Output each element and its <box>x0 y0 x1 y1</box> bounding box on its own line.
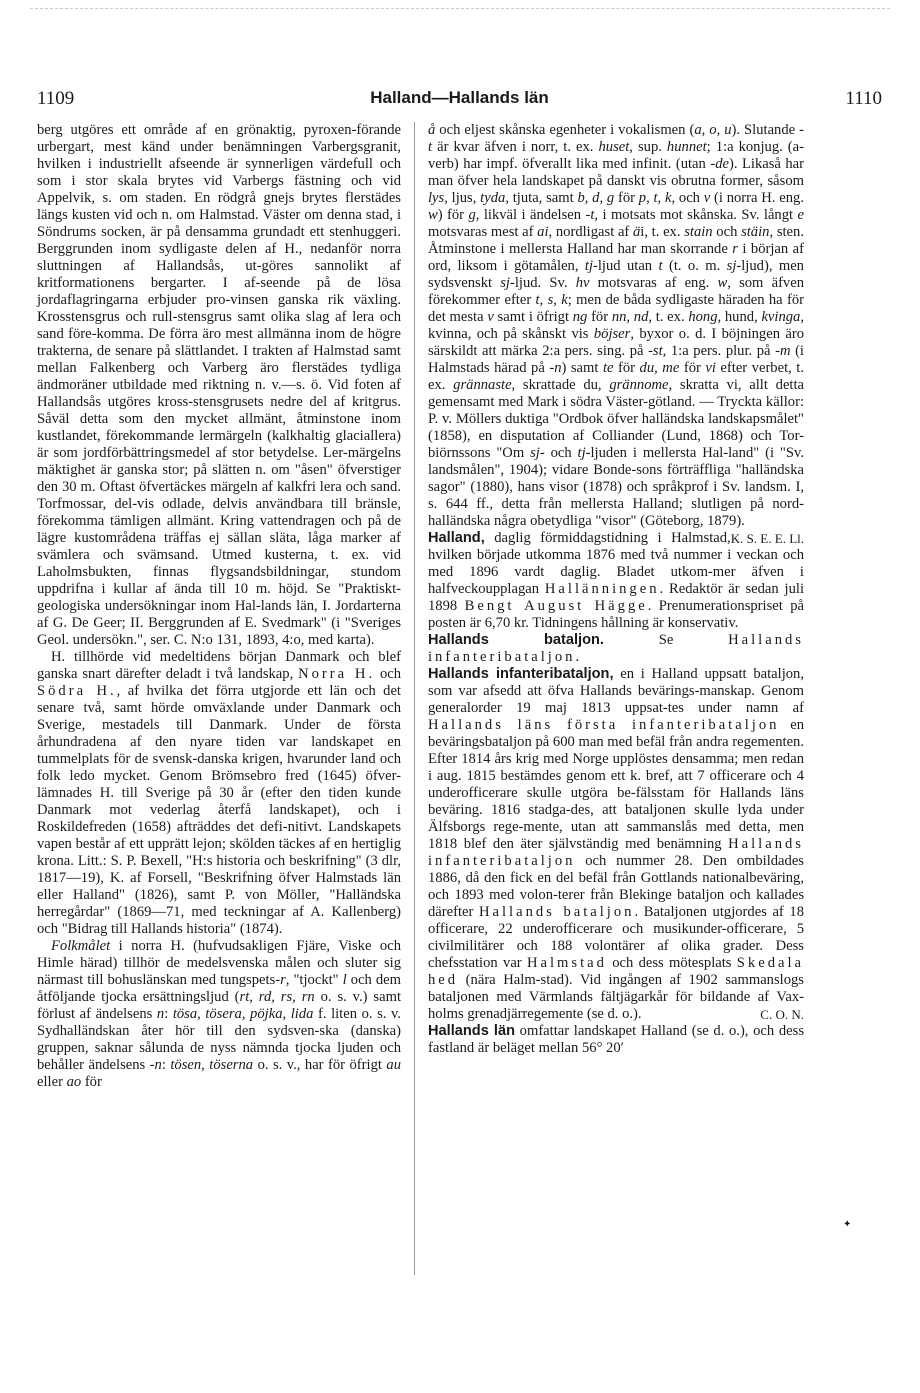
norra-halland: Norra H. <box>298 666 376 682</box>
headword-halland: Halland, <box>428 530 485 546</box>
term-folkmalet: Folkmålet <box>51 938 111 954</box>
entry-hallands-lan: Hallands län omfattar landskapet Halland (se d. o.), och dess fastland är beläget mellan 56° 20′ <box>428 1023 804 1056</box>
top-rule <box>30 8 890 9</box>
signature-bataljon: C. O. N. <box>760 1007 804 1022</box>
entry-halland-newspaper: Halland, daglig förmiddagstidning i Halmstad, hvilken började utkomma 1876 med två nummer i veckan och med 1896 vardt daglig. Bladet utkom-mer äfven i halfveckoupplagan Hallänningen. Redaktör är sedan juli 1898 Bengt August Hägge. Prenumerationspriset på posten är 6,70 kr. Tidningens hållning är konservativ. <box>428 530 804 631</box>
paragraph-history: H. tillhörde vid medeltidens början Danmark och blef ganska snart därefter deladt i två landskap, Norra H. och Södra H., af hvilka det förra utgjorde ett län och det senare två, samt hörde omväxlande under Danmark och Sverige, mestadels till Danmark. Under de första århundradena af den nyare tiden var landskapet en tummelplats för de svensk-danska krigen, hvarunder land och folk ledo mycket. Genom Brömsebro fred (1645) öfver-lämnades H. till Sverige på 30 år (efter den tiden kunde Danmark mot vederlag återfå landskapet), och i Roskildefreden (1658) afträddes det defi-nitivt. Landskapets vapen består af ett upprätt lejon; skölden täckes af en hertiglig krona. Litt.: S. P. Bexell, "H:s historia och beskrifning" (3 dlr, 1817—19), K. af Forsell, "Beskrifning öfver Halmstads län eller Halland" (1826), samt P. von Möller, "Halländska herregårdar" (1869—71, med teckningar af A. Kallenberg) och "Bidrag till Hallands historia" (1874). <box>37 649 402 937</box>
column-divider <box>414 122 415 1275</box>
page-number-right: 1110 <box>845 88 882 109</box>
entry-hallands-bataljon: Hallands bataljon. Se Hallands infanteribataljon. <box>428 632 804 665</box>
running-title: Halland—Hallands län <box>370 88 549 107</box>
headword-hallands-lan: Hallands län <box>428 1023 515 1039</box>
paragraph-geology: berg utgöres ett område af en grönaktig, pyroxen-förande urbergart, mest känd under benämningen Varbergsgranit, hvilken i industriellt afseende är synnerligen värdefull och som i stor skala brytes vid Varbergs fästning och vid Appelvik, s. om staden. En rödgrå gnejs brytes flerstädes längs kusten vid och n. om Halmstad. Väster om denna stad, i Söndrums socken, är på densamma grundadt ett stenhuggeri. Berggrunden inom sydligaste delen af H., nedanför norra sluttningen af Hallandsås, ut-göres sannolikt af kritformationens bergarter. I af-seende på de lösa jordaflagringarna erbjuder pro-vinsen ganska rik växling. Krosstensgrus och rull-stensgrus samt olika slag af lera och sand före-komma. De förra äro mest allmänna inom de högre trakterna, de senare på slättlandet. I trakten af Halmstad samt mellan Falkenberg och Varberg äro flerstädes tydliga ändmoräner utbildade med riktning n. v.—s. ö. Vid foten af Hallandsås utgöres kross-stensgrusets nedre del af kritgrus. Såväl detta som den mycket allmänt, åtminstone inom kustlandet, förekommande lermärgeln (kalkhaltig glaciallera) är som jordförbättringsmedel af stor betydelse. Ler-märgelns mäktighet är ganska stor; på slätten n. om "åsen" öfverstiger den 30 m. Oftast öfvertäckes märgeln af kalkfri lera och sand. Torfmossar, del-vis odlade, delvis användbara till bränsle, förekomma tämligen allmänt. Kring vattendragen och på de lägre kustområdena träffas ej sällan släta, låga marker af svämlera och svämsand. Utmed kusterna, t. ex. vid Laholmsbukten, finnas flygsandsbildningar, stundom uppdrifna i kullar af ända till 10 m. höjd. Se "Praktiskt-geologiska undersökningar inom Hal-lands län, I. Jordarterna af G. De Geer; II. Berggrunden af E. Svedmark" (i "Sveriges Geol. undersökn.", ser. C. N:o 131, 1893, 4:o, med karta). <box>37 122 401 648</box>
right-column <box>428 122 804 1057</box>
paragraph-dialect: Folkmålet i norra H. (hufvudsakligen Fjäre, Viske och Himle härad) tillhör de medelsvenska målen och sluter sig närmast till bohuslänskan med tungspets-r, "tjockt" l och dem åtföljande tjocka ersättningsljud (rt, rd, rs, rn o. s. v.) samt förlust af ändelsens n: tösa, tösera, pöjka, lida f. liten o. s. v. Sydhalländskan åter hör till den sydsven-ska (danska) gruppen, saknar sålunda de nyss nämnda tjocka ljuden och behåller ändelsens -n: tösen, töserna o. s. v., har för öfrigt au eller ao för <box>37 938 402 1090</box>
sodra-halland: Södra H. <box>37 683 117 699</box>
margin-mark-icon: ✦ <box>843 1219 852 1230</box>
entry-hallands-infanteribataljon: Hallands infanteribataljon, en i Halland uppsatt bataljon, som var afsedd att öfva Hallands bevärings-manskap. Genom generalorder 19 maj 1813 uppsat-tes under namn af Hallands läns första infanteribataljon en beväringsbataljon på 600 man med befäl från andra regementen. Efter 1814 års krig med Norge upplöstes densamma; men redan i aug. 1815 bestämdes genom ett k. bref, att 7 officerare och 4 underofficerare skulle utgöra be-fälsstam för Hallands läns beväring. 1816 stadga-des, att bataljonen skulle lyda under Älfsborgs rege-mente, utan att sammanslås med detta, men 1818 blef den äter självständig med benämning Hallands infanteribataljon och nummer 28. Den ombildades 1886, då den fick en del befäl från Gottlands nationalbeväring, och 1893 med volon-terer från Blekinge bataljon och kallades därefter Hallands bataljon. Bataljonen utgjordes af 18 officerare, 22 underofficerare och musikunder-officerare, 5 civilmilitärer och 188 volontärer af olika grader. Dess chefsstation var Halmstad och dess mötesplats Skedala hed (nära Halm-stad). Vid ingången af 1902 sammanslogs bataljonen med Värmlands fältjägarkår för bildande af Vax-holms grenadjärregemente (se d. o.). C. O. N. <box>428 666 804 1022</box>
running-header <box>37 88 882 112</box>
paragraph-dialect-cont: å och eljest skånska egenheter i vokalismen (a, o, u). Slutande -t är kvar äfven i norr, t. ex. huset, sup. hunnet; 1:a konjug. (a-verb) har impf. öfverallt lika med infinit. (utan -de). Likaså har man öfver hela landskapet på danskt vis obrutna former, såsom lys, ljus, tyda, tjuta, samt b, d, g för p, t, k, och v (i norra H. eng. w) för g, likväl i ändelsen -t, i motsats mot skånska. Sv. långt e motsvaras mest af ai, nordligast af äi, t. ex. stain och stäin, sten. Åtminstone i mellersta Halland har man skorrande r i början af ord, liksom i götamålen, tj-ljud utan t (t. o. m. sj-ljud), men sydsvenskt sj-ljud. Sv. hv motsvaras af eng. w, som äfven förekommer efter t, s, k; men de båda sydligaste häraden ha för det mesta v samt i öfrigt ng för nn, nd, t. ex. hong, hund, kvinga, kvinna, och på skånskt vis böjser, byxor o. d. I böjningen äro särskildt att märka 2:a pers. sing. på -st, 1:a pers. plur. på -m (i Halmstads härad på -n) samt te för du, me för vi efter verbet, t. ex. grännaste, skrattade du, grännome, skratta vi, allt detta gemensamt med Mark i södra Väster-götland. — Tryckta källor: P. v. Möllers duktiga "Ordbok öfver halländska landskapsmålet" (1858), en disputation af Colliander (Lund, 1868) och Tor-biörnssons "Om sj- och tj-ljuden i mellersta Hal-land" (i "Sv. landsmålen", 1904); vidare Bonde-sons förträffliga "halländska sagor" (1880), hans visor (1878) och språkprof i Sv. landsm. I, s. 644 ff., detta från mellersta Halland; slutligen på nord-halländska några obetydliga "visor" (Göteborg, 1879). K. S. E. E. Ll. <box>428 122 805 546</box>
page-number-left: 1109 <box>37 88 75 109</box>
left-column <box>37 122 401 1091</box>
headword-hallands-infanteribataljon: Hallands infanteribataljon, <box>428 666 614 682</box>
signature-dialect: K. S. E. E. Ll. <box>730 531 804 546</box>
headword-hallands-bataljon: Hallands bataljon. <box>428 632 604 648</box>
